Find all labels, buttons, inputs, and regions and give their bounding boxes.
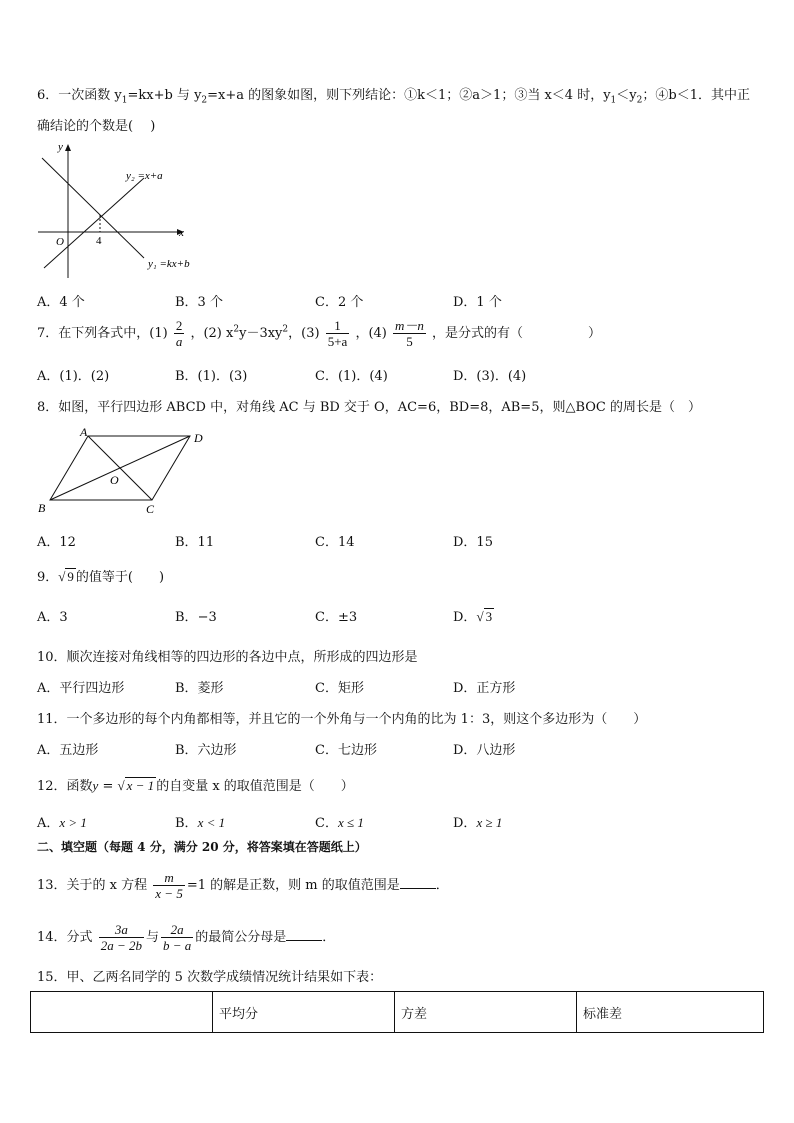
- q11-option-b[interactable]: B．六边形: [175, 743, 237, 758]
- q14-fraction-1: $\frac{3a}{2a - 2b}$: [100, 922, 142, 953]
- q7-option-b[interactable]: B．(1)．(3): [175, 369, 248, 384]
- table-header-empty: [31, 992, 213, 1033]
- table-header-row: [31, 992, 764, 1033]
- q12-sqrt: √ x − 1: [117, 778, 155, 793]
- q9-option-b[interactable]: B．−3: [175, 610, 217, 625]
- y-axis-label: y: [58, 141, 63, 153]
- q14-line: 14．分式 $\frac{3a}{2a - 2b}$ 与 $\frac{2a}{b - a}$ 的最简公分母是 ．: [37, 922, 336, 953]
- q10-option-a[interactable]: A．平行四边形: [37, 681, 125, 696]
- q10-text: 10．顺次连接对角线相等的四边形的各边中点，所形成的四边形是: [37, 650, 418, 665]
- center-o-label: O: [110, 473, 119, 487]
- q8-option-c[interactable]: C．14: [315, 535, 355, 550]
- table-header-variance: 方差: [395, 992, 577, 1033]
- q13-fraction: $\frac{m}{x - 5}$: [155, 870, 183, 901]
- q15-stats-table: [30, 991, 764, 1033]
- q6-option-d[interactable]: D．1 个: [453, 295, 502, 310]
- q9-line: 9．√ 9 的值等于( ): [37, 569, 165, 585]
- q7-fraction-3: $\frac{1}{5+a}$: [327, 318, 348, 349]
- q7-fraction-1: $\frac{2}{a}$: [175, 318, 183, 349]
- vertex-d-label: D: [194, 431, 203, 445]
- q8-option-b[interactable]: B．11: [175, 535, 215, 550]
- x-axis-label: x: [179, 227, 184, 239]
- q6-option-c[interactable]: C．2 个: [315, 295, 364, 310]
- vertex-c-label: C: [146, 502, 155, 516]
- q11-option-d[interactable]: D．八边形: [453, 743, 516, 758]
- q11-option-c[interactable]: C．七边形: [315, 743, 377, 758]
- table-header-std-dev: 标准差: [577, 992, 764, 1033]
- q8-option-d[interactable]: D．15: [453, 535, 493, 550]
- q15-text: 15．甲、乙两名同学的 5 次数学成绩情况统计结果如下表：: [37, 970, 383, 985]
- y1-label: y₁ =kx+b: [148, 258, 190, 270]
- q12-option-c[interactable]: C．x ≤ 1: [315, 815, 364, 831]
- q12-option-a[interactable]: A．x > 1: [37, 815, 87, 831]
- origin-label: O: [56, 236, 64, 248]
- q10-option-b[interactable]: B．菱形: [175, 681, 224, 696]
- vertex-b-label: B: [38, 501, 46, 515]
- q14-answer-blank[interactable]: [286, 928, 322, 941]
- q8-parallelogram-figure: [34, 424, 214, 520]
- q9-sqrt: √ 9: [58, 569, 74, 584]
- diagonal-bd: [50, 436, 190, 500]
- q8-option-a[interactable]: A．12: [37, 535, 76, 550]
- q10-option-c[interactable]: C．矩形: [315, 681, 364, 696]
- q8-text: 8．如图，平行四边形 ABCD 中，对角线 AC 与 BD 交于 O，AC=6，BD=8，AB=5，则△BOC 的周长是（ ）: [37, 400, 701, 415]
- q6-option-b[interactable]: B．3 个: [175, 295, 223, 310]
- q11-text: 11．一个多边形的每个内角都相等，并且它的一个外角与一个内角的比为 1：3，则这个多边形为（ ）: [37, 712, 647, 727]
- table-header-average: 平均分: [213, 992, 395, 1033]
- q6-line1: 6．一次函数 $y_1=kx+b$ 与 $y_2=x+a$ 的图象如图，则下列结论：①k＜1；②a＞1；③当 x＜4 时，$y_1<y_2$；④b＜1．其中正: [37, 88, 750, 106]
- y-axis-arrow: [65, 144, 71, 151]
- q12-option-d[interactable]: D．x ≥ 1: [453, 815, 503, 831]
- q9-option-a[interactable]: A．3: [37, 610, 68, 625]
- q14-fraction-2: $\frac{2a}{b - a}$: [162, 922, 192, 953]
- vertex-a-label: A: [80, 425, 88, 439]
- q6-line2: 确结论的个数是( ): [37, 119, 156, 134]
- q11-option-a[interactable]: A．五边形: [37, 743, 99, 758]
- q10-option-d[interactable]: D．正方形: [453, 681, 516, 696]
- tick-label-4: 4: [96, 235, 102, 247]
- q9-option-d[interactable]: D．√ 3: [453, 609, 493, 625]
- q13-answer-blank[interactable]: [400, 876, 436, 889]
- q12-line: 12．函数y = √ x − 1 的自变量 x 的取值范围是（ ）: [37, 778, 354, 794]
- q6-graph: [32, 138, 202, 278]
- q7-option-a[interactable]: A．(1)．(2): [37, 369, 110, 384]
- q12-option-b[interactable]: B．x < 1: [175, 815, 226, 831]
- q7-option-c[interactable]: C．(1)．(4): [315, 369, 388, 384]
- q9-option-c[interactable]: C．±3: [315, 610, 358, 625]
- q6-option-a[interactable]: A．4 个: [37, 295, 85, 310]
- q7-fraction-4: $\frac{m-n}{5}$: [395, 318, 424, 349]
- q7-line: 7．在下列各式中，(1) $\frac{2}{a}$ ，(2) $x^2y-3xy^2$，(3) $\frac{1}{5+a}$ ，(4) $\frac{m-n}{5}$ ，是分式的有（ ）: [37, 318, 602, 349]
- y2-label: y₂ =x+a: [126, 170, 163, 182]
- line-y2: [44, 178, 144, 268]
- q7-option-d[interactable]: D．(3)．(4): [453, 369, 527, 384]
- section-2-title: 二、填空题（每题 4 分，满分 20 分，将答案填在答题纸上）: [37, 840, 367, 854]
- q13-line: 13．关于的 x 方程 $\frac{m}{x - 5}$ =1 的解是正数，则 m 的取值范围是 ．: [37, 870, 449, 901]
